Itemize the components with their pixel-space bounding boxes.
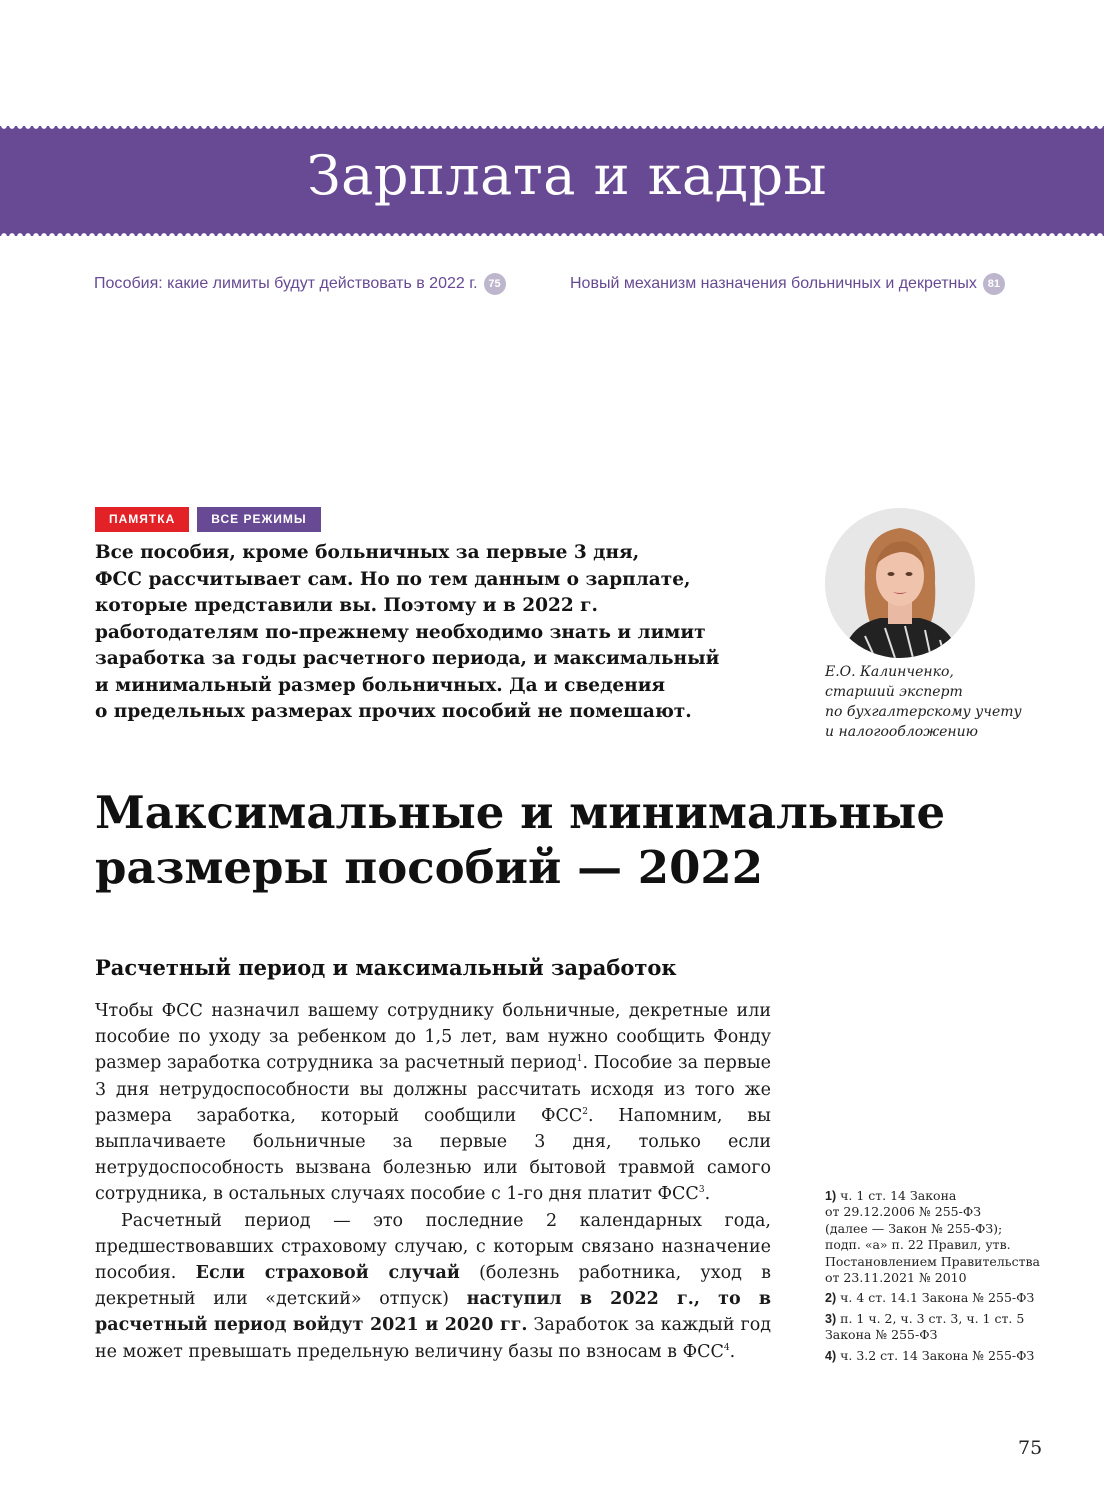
lead-paragraph bbox=[95, 540, 795, 726]
bold-run: наступил в 2022 г., то в расчетный период войдут 2021 и 2020 гг. bbox=[95, 1289, 771, 1336]
text-run: Чтобы ФСС назначил вашему сотруднику больничные, декретные или пособие по уходу за ребенком до 1,5 лет, вам нужно сообщить Фонду размер заработка сотрудника за расчетный период bbox=[95, 1001, 771, 1074]
bold-run: Если страховой случай bbox=[195, 1263, 460, 1284]
text-run: . Пособие за первые 3 дня нетрудоспособности вы должны рассчитать исходя из того же размера заработка, который сообщили ФСС bbox=[95, 1053, 772, 1126]
tag-memo: ПАМЯТКА bbox=[95, 507, 189, 532]
footnote-2 bbox=[825, 1290, 1065, 1306]
paragraph-2 bbox=[95, 1208, 771, 1365]
footnote-line: Постановлением Правительства bbox=[825, 1253, 1040, 1269]
article-subheading: Расчетный период и максимальный заработок bbox=[95, 955, 677, 980]
footnote-line: ч. 3.2 ст. 14 Закона № 255-ФЗ bbox=[840, 1347, 1035, 1363]
author-photo bbox=[825, 508, 975, 658]
footnote-ref[interactable]: 3 bbox=[698, 1185, 705, 1196]
page-number: 75 bbox=[1018, 1437, 1043, 1459]
footnote-line: ч. 4 ст. 14.1 Закона № 255-ФЗ bbox=[840, 1290, 1035, 1306]
footnote-number: 4) bbox=[825, 1348, 837, 1363]
lead-line: о предельных размерах прочих пособий не помешают. bbox=[95, 701, 692, 722]
footnote-line: ч. 1 ст. 14 Закона bbox=[840, 1188, 957, 1203]
footnote-3 bbox=[825, 1311, 1065, 1344]
lead-line: Все пособия, кроме больничных за первые 3 дня, bbox=[95, 542, 640, 563]
footnote-1 bbox=[825, 1188, 1065, 1286]
banner-edge-bottom bbox=[0, 232, 1104, 236]
author-line: по бухгалтерскому учету bbox=[825, 704, 1022, 720]
footnote-number: 3) bbox=[825, 1311, 837, 1326]
text-run: Расчетный период — это последние 2 календарных года, предшествовавших страховому случаю, с которым связано назначение пособия. bbox=[95, 1210, 771, 1284]
lead-line: работодателям по-прежнему необходимо знать и лимит bbox=[95, 621, 706, 643]
title-line: размеры пособий — 2022 bbox=[95, 841, 764, 894]
text-run: (болезнь работника, уход в декретный или «детский» отпуск) bbox=[95, 1263, 771, 1310]
lead-line: которые представили вы. Поэтому и в 2022 г. bbox=[95, 595, 598, 616]
author-line: и налогообложению bbox=[825, 724, 978, 740]
tag-all-regimes: ВСЕ РЕЖИМЫ bbox=[197, 507, 320, 532]
footnote-number: 2) bbox=[825, 1291, 837, 1306]
footnote-ref[interactable]: 4 bbox=[723, 1342, 730, 1353]
teaser-text: Новый механизм назначения больничных и декретных bbox=[570, 275, 977, 292]
page-badge: 75 bbox=[484, 273, 506, 295]
footnotes bbox=[825, 1188, 1065, 1368]
lead-line: и минимальный размер больничных. Да и сведения bbox=[95, 674, 666, 696]
article-title bbox=[95, 785, 1045, 895]
footnote-line: подп. «а» п. 22 Правил, утв. bbox=[825, 1237, 1011, 1253]
page-badge: 81 bbox=[983, 273, 1005, 295]
footnote-line: от 29.12.2006 № 255-ФЗ bbox=[825, 1204, 982, 1220]
text-run: Заработок за каждый год не может превышать предельную величину базы по взносам в ФСС bbox=[95, 1315, 772, 1362]
tag-list bbox=[95, 507, 321, 532]
lead-line: заработка за годы расчетного периода, и максимальный bbox=[95, 648, 720, 669]
text-run: . bbox=[729, 1341, 736, 1362]
footnote-line: п. 1 ч. 2, ч. 3 ст. 3, ч. 1 ст. 5 bbox=[840, 1310, 1025, 1326]
lead-line: ФСС рассчитывает сам. Но по тем данным о зарплате, bbox=[95, 568, 691, 590]
footnote-ref[interactable]: 2 bbox=[582, 1106, 588, 1117]
author-line: Е.О. Калинченко, bbox=[825, 664, 954, 680]
author-caption bbox=[825, 662, 1065, 742]
footnote-ref[interactable]: 1 bbox=[576, 1054, 583, 1065]
section-title: Зарплата и кадры bbox=[306, 144, 828, 207]
footnote-number: 1) bbox=[825, 1189, 837, 1203]
author-portrait-illustration bbox=[825, 508, 975, 658]
title-line: Максимальные и минимальные bbox=[95, 786, 946, 839]
text-run: . bbox=[704, 1184, 711, 1205]
footnote-4 bbox=[825, 1348, 1065, 1364]
author-line: старший эксперт bbox=[825, 684, 963, 700]
banner-edge-top bbox=[0, 126, 1104, 130]
teaser-link-1[interactable] bbox=[94, 273, 506, 295]
paragraph-1 bbox=[95, 998, 771, 1208]
teaser-text: Пособия: какие лимиты будут действовать в 2022 г. bbox=[94, 275, 478, 292]
footnote-line: (далее — Закон № 255-ФЗ); bbox=[825, 1220, 1003, 1236]
text-run: . Напомним, вы выплачиваете больничные за первые 3 дня, только если нетрудоспособность вызвана болезнью или бытовой травмой самого сотрудника, в остальных случаях пособие с 1-го дня платит ФСС bbox=[95, 1105, 771, 1205]
teaser-link-2[interactable] bbox=[570, 273, 1005, 295]
footnote-line: Закона № 255-ФЗ bbox=[825, 1327, 938, 1343]
article-body bbox=[95, 998, 771, 1365]
section-banner bbox=[0, 126, 1104, 236]
footnote-line: от 23.11.2021 № 2010 bbox=[825, 1270, 967, 1286]
